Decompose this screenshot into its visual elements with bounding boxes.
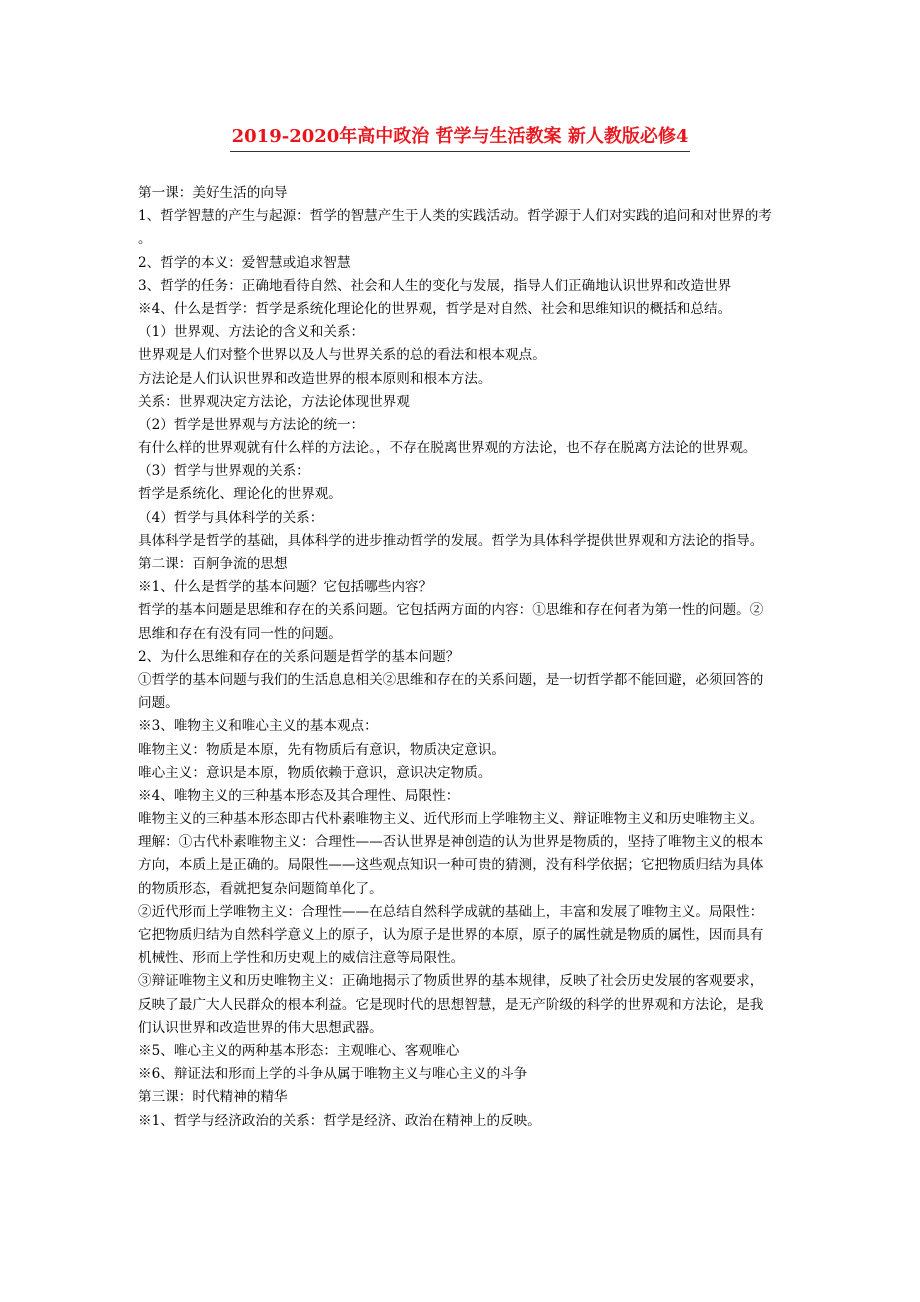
text-line: 方法论是人们认识世界和改造世界的根本原则和根本方法。	[138, 370, 492, 387]
text-line: 哲学是系统化、理论化的世界观。	[138, 486, 342, 503]
text-line: 第二课：百舸争流的思想	[138, 556, 288, 572]
text-line: 哲学的基本问题是思维和存在的关系问题。它包括两方面的内容：①思维和存在何者为第一性的问题。②	[138, 602, 764, 619]
text-line: ※3、唯物主义和唯心主义的基本观点：	[138, 718, 378, 735]
text-line: 问题。	[138, 695, 179, 712]
text-line: 反映了最广大人民群众的根本利益。它是现时代的思想智慧，是无产阶级的科学的世界观和方法论，是我	[138, 996, 764, 1013]
text-line: ③辩证唯物主义和历史唯物主义：正确地揭示了物质世界的基本规律，反映了社会历史发展的客观要求，	[138, 973, 764, 990]
text-line: 1、哲学智慧的产生与起源：哲学的智慧产生于人类的实践活动。哲学源于人们对实践的追问和对世界的考	[138, 208, 772, 225]
text-line: 。	[138, 231, 152, 248]
text-line: 3、哲学的任务：正确地看待自然、社会和人生的变化与发展，指导人们正确地认识世界和改造世界	[138, 277, 732, 294]
text-line: ②近代形而上学唯物主义：合理性——在总结自然科学成就的基础上，丰富和发展了唯物主义。局限性：	[138, 903, 764, 920]
title-container	[0, 124, 920, 152]
text-line: 关系：世界观决定方法论，方法论体现世界观	[138, 393, 410, 410]
text-line: 理解：①古代朴素唯物主义：合理性——否认世界是神创造的认为世界是物质的，坚持了唯物主义的根本	[138, 834, 764, 851]
text-line: 们认识世界和改造世界的伟大思想武器。	[138, 1019, 383, 1036]
text-line: 第三课：时代精神的精华	[138, 1089, 288, 1106]
text-line: 思维和存在有没有同一性的问题。	[138, 625, 342, 642]
text-line: 有什么样的世界观就有什么样的方法论。，不存在脱离世界观的方法论，也不存在脱离方法论的世界观。	[138, 440, 757, 457]
text-line: 第一课：美好生活的向导	[138, 185, 288, 201]
text-line: （1）世界观、方法论的含义和关系：	[138, 324, 365, 341]
text-line: 唯物主义的三种基本形态即古代朴素唯物主义、近代形而上学唯物主义、辩证唯物主义和历史唯物主义。	[138, 811, 764, 828]
text-line: ※6、辩证法和形而上学的斗争从属于唯物主义与唯心主义的斗争	[138, 1066, 528, 1083]
text-line: 2、为什么思维和存在的关系问题是哲学的基本问题？	[138, 648, 460, 665]
text-line: （3）哲学与世界观的关系：	[138, 463, 310, 480]
text-line: 机械性、形而上学性和历史观上的威信注意等局限性。	[138, 950, 465, 967]
document-title: 2019-2020年高中政治 哲学与生活教案 新人教版必修4	[230, 124, 691, 152]
document-body	[138, 182, 784, 1133]
text-line: 2、哲学的本义：爱智慧或追求智慧	[138, 254, 351, 271]
text-line: ①哲学的基本问题与我们的生活息息相关②思维和存在的关系问题，是一切哲学都不能回避，必须回答的	[138, 671, 764, 688]
text-line: 世界观是人们对整个世界以及人与世界关系的总的看法和根本观点。	[138, 347, 546, 364]
text-line: 唯心主义：意识是本原，物质依赖于意识，意识决定物质。	[138, 764, 492, 781]
text-line: ※4、唯物主义的三种基本形态及其合理性、局限性：	[138, 787, 460, 804]
text-line: ※1、什么是哲学的基本问题？它包括哪些内容？	[138, 579, 433, 596]
text-line: ※1、哲学与经济政治的关系：哲学是经济、政治在精神上的反映。	[138, 1112, 541, 1129]
text-line: ※4、什么是哲学：哲学是系统化理论化的世界观，哲学是对自然、社会和思维知识的概括和总结。	[138, 300, 732, 317]
text-line: （2）哲学是世界观与方法论的统一：	[138, 416, 365, 433]
text-line: ※5、唯心主义的两种基本形态：主观唯心、客观唯心	[138, 1042, 460, 1059]
text-line: 它把物质归结为自然科学意义上的原子，认为原子是世界的本原，原子的属性就是物质的属性，因而具有	[138, 927, 764, 943]
text-line: 唯物主义：物质是本原，先有物质后有意识，物质决定意识。	[138, 741, 506, 758]
text-line: 具体科学是哲学的基础，具体科学的进步推动哲学的发展。哲学为具体科学提供世界观和方法论的指导。	[138, 532, 764, 549]
text-line: 的物质形态，看就把复杂问题简单化了。	[138, 880, 383, 897]
text-line: （4）哲学与具体科学的关系：	[138, 509, 324, 526]
text-line: 方向，本质上是正确的。局限性——这些观点知识一种可贵的猜测，没有科学依据；它把物质归结为具体	[138, 857, 764, 874]
